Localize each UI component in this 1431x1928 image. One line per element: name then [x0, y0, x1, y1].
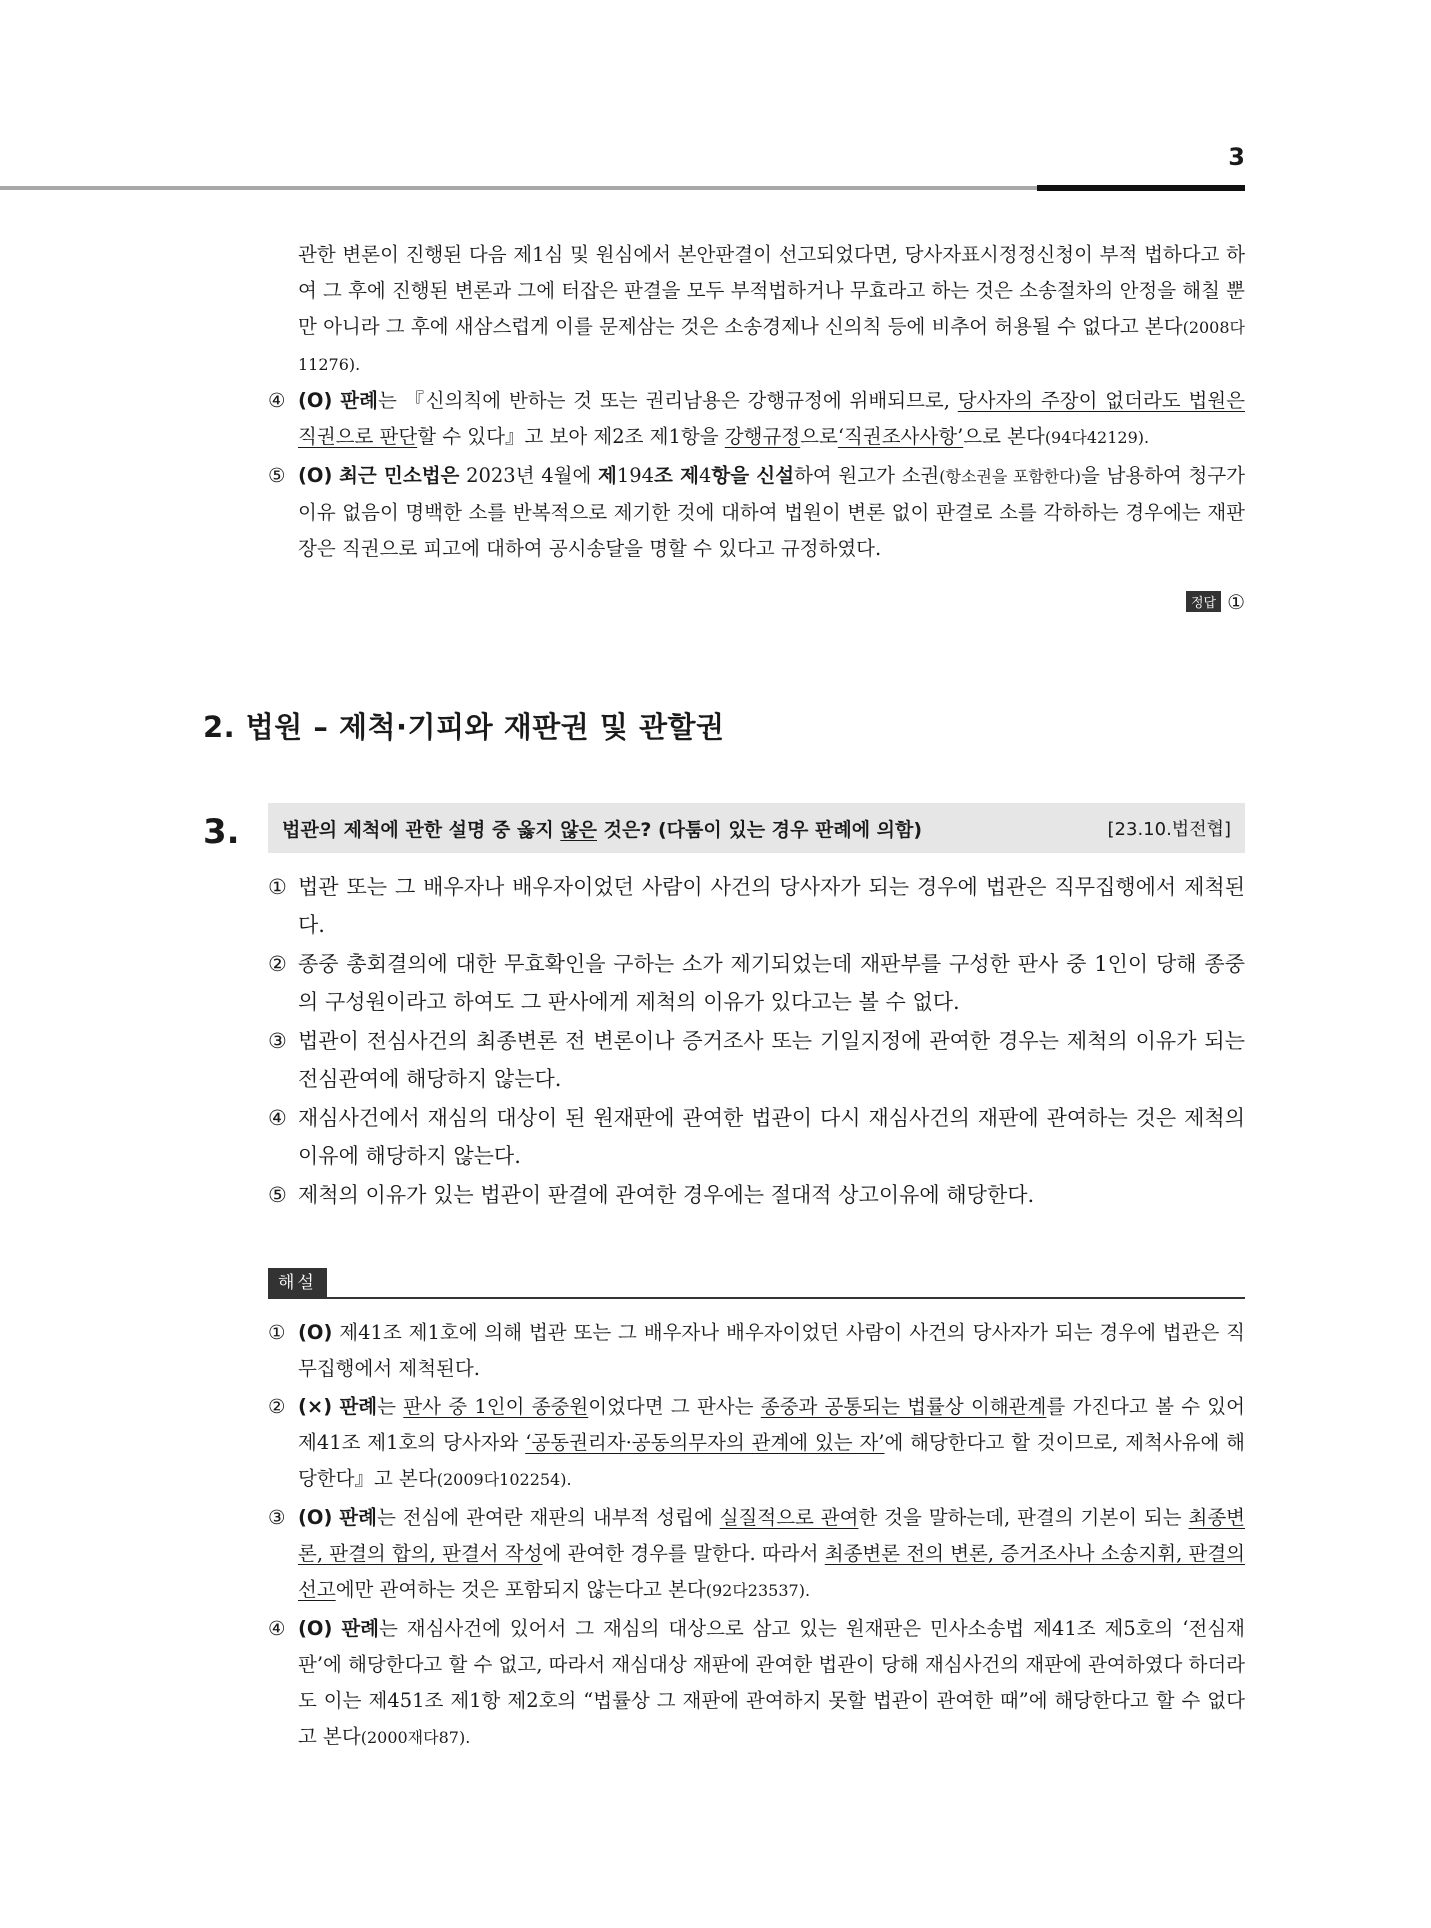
- item-text: 하여 원고가 소권: [794, 464, 940, 487]
- underlined-text: 종중과 공통되는 법률상 이해관계: [760, 1395, 1047, 1418]
- question-number: 3.: [203, 812, 240, 852]
- item-text: 4: [699, 464, 712, 487]
- precedent-label: 판례: [341, 1617, 379, 1640]
- answer-options: [268, 868, 1245, 1215]
- item-text: 한 것을 말하는데, 판결의 기본이 되는: [858, 1506, 1189, 1529]
- incorrect-mark: (×): [298, 1395, 333, 1418]
- parenthetical-note: (항소권을 포함한다): [939, 467, 1081, 486]
- item-text: 할 수 있다』고 보아 제2조 제1항을: [417, 425, 725, 448]
- section-title: 2. 법원 – 제척·기피와 재판권 및 관할권: [203, 710, 725, 744]
- item-number: ④: [268, 1617, 286, 1640]
- option-number: ②: [268, 952, 287, 976]
- item-text: 제41조 제1호에 의해 법관 또는 그 배우자나 배우자이었던 사람이 사건의 당사자가 되는 경우에 법관은 직무집행에서 제척된다.: [298, 1321, 1245, 1380]
- precedent-label: 판례: [339, 1506, 377, 1529]
- item-text: 으로: [800, 425, 838, 448]
- item-text: 를 가진다고 볼 수 있어 제41조 제1호의 당사자와: [298, 1395, 1245, 1454]
- underlined-text: 당사자의 주장이 없더라도 법원은 직권으로 판단: [298, 389, 1245, 448]
- answer-badge: 정답: [1186, 591, 1221, 612]
- item-number: ③: [268, 1506, 286, 1529]
- underlined-text: 실질적으로 관여: [719, 1506, 859, 1529]
- option-text: 종중 총회결의에 대한 무효확인을 구하는 소가 제기되었는데 재판부를 구성한 판사 중 1인이 당해 종중의 구성원이라고 하여도 그 판사에게 제척의 이유가 있다고는 볼 수 없다.: [298, 952, 1245, 1014]
- option-number: ①: [268, 875, 287, 899]
- item-number: ①: [268, 1321, 286, 1344]
- underlined-text: 판사 중 1인이 종중원: [403, 1395, 589, 1418]
- question-source: [23.10.법전협]: [1107, 819, 1231, 840]
- correct-mark: (O): [298, 389, 333, 412]
- item-text: 에만 관여하는 것은 포함되지 않는다고 본다: [335, 1578, 706, 1601]
- option-number: ③: [268, 1029, 287, 1053]
- option-text: 제척의 이유가 있는 법관이 판결에 관여한 경우에는 절대적 상고이유에 해당한다.: [298, 1183, 1035, 1207]
- explanation-header: [268, 1268, 1245, 1300]
- item-text: 에 관여한 경우를 말한다. 따라서: [542, 1542, 825, 1565]
- case-citation: (92다23537).: [705, 1581, 811, 1600]
- case-citation: (2008다11276).: [298, 318, 1245, 374]
- question-text-part: 법관의 제척에 관한 설명 중 옳지: [282, 818, 561, 841]
- continued-line: 관한 변론이 진행된 다음 제1심 및 원심에서 본안판결이 선고되었다면, 당사자표시정정신청이 부적: [298, 243, 1138, 266]
- option-text: 법관 또는 그 배우자나 배우자이었던 사람이 사건의 당사자가 되는 경우에 법관은 직무집행에서 제척된다.: [298, 875, 1245, 937]
- option-2[interactable]: [268, 945, 1245, 1021]
- item-text: 이었다면 그 판사는: [588, 1395, 761, 1418]
- underlined-text: ‘공동권리자·공동의무자의 관계에 있는 자’: [525, 1431, 885, 1454]
- bold-text: 조 제: [654, 464, 699, 487]
- explanation-rule: [268, 1297, 1245, 1299]
- item-text: 을 남용하여 청구가 이유 없음이 명백한 소를 반복적으로 제기한 것에 대하여 법원이 변론 없이 판결로 소를 각하하는 경우에는 재판장은 직권으로 피고에 대하여 공시송달을 명할 수 있다고 규정하였다.: [298, 464, 1246, 560]
- item-text: 는 『신의칙에 반하는 것 또는 권리남용은 강행규정에 위배되므로,: [377, 389, 958, 412]
- correct-mark: (O): [298, 1321, 333, 1344]
- option-text: 법관이 전심사건의 최종변론 전 변론이나 증거조사 또는 기일지정에 관여한 경우는 제척의 이유가 되는 전심관여에 해당하지 않는다.: [298, 1029, 1245, 1091]
- explanation-item-4: [268, 383, 1245, 456]
- explanation-label: 해설: [268, 1268, 327, 1298]
- precedent-label: 판례: [339, 1395, 378, 1418]
- case-citation: (2000재다87).: [360, 1728, 471, 1747]
- underlined-text: 최종변론 전의 변론, 증거조사나 소송지휘, 판결의 선고: [298, 1542, 1245, 1601]
- question-text: [282, 815, 922, 842]
- underlined-text: 최종변론, 판결의 합의, 판결서 작성: [298, 1506, 1246, 1565]
- item-text: 는: [377, 1395, 404, 1418]
- continued-line: 법하다고 하여 그 후에 진행된 변론과 그에 터잡은 판결을 모두 부적법하거나 무효라고 하는 것은: [298, 243, 1246, 302]
- case-citation: (94다42129).: [1044, 428, 1150, 447]
- correct-mark: (O): [298, 464, 333, 487]
- header-rule-accent: [1037, 185, 1245, 191]
- bold-text: 항을 신설: [711, 464, 795, 487]
- item-number: ⑤: [268, 464, 286, 487]
- explanation-item-5: [268, 458, 1245, 567]
- answer-row: [900, 590, 1245, 614]
- question-text-part: 것은? (다툼이 있는 경우 판례에 의함): [597, 818, 923, 841]
- item-number: ②: [268, 1395, 286, 1418]
- question-bar: [268, 803, 1245, 853]
- continued-explanation: [268, 237, 1245, 569]
- underlined-text: 강행규정: [724, 425, 801, 448]
- precedent-label: 판례: [340, 389, 378, 412]
- option-number: ④: [268, 1106, 287, 1130]
- explanation-item-3: [268, 1500, 1245, 1609]
- header-rule: [0, 186, 1040, 190]
- continued-line: 등에 비추어 허용될 수 없다고 본다: [887, 315, 1183, 338]
- item-text: 에 해당한다고 할 것이므로, 제척사유에 해당한다』고 본다: [298, 1431, 1245, 1490]
- explanation-body: [268, 1315, 1245, 1758]
- item-text: 으로 본다: [963, 425, 1045, 448]
- underlined-text: ‘직권조사사항’: [837, 425, 964, 448]
- answer-value: ①: [1227, 590, 1245, 614]
- bold-text: 제: [597, 464, 617, 487]
- item-text: 194: [616, 464, 655, 487]
- case-citation: (2009다102254).: [436, 1470, 572, 1489]
- page-number: 3: [1228, 143, 1245, 171]
- item-text: 2023년 4월에: [459, 464, 598, 487]
- option-4[interactable]: [268, 1099, 1245, 1175]
- question-emphasis: 않은: [560, 818, 598, 841]
- explanation-item-2: [268, 1389, 1245, 1498]
- option-1[interactable]: [268, 868, 1245, 944]
- law-label: 최근 민소법은: [339, 464, 460, 487]
- option-number: ⑤: [268, 1183, 287, 1207]
- item-number: ④: [268, 389, 286, 412]
- continued-paragraph: [268, 237, 1245, 383]
- explanation-item-4: [268, 1611, 1245, 1756]
- item-text: 는 전심에 관여란 재판의 내부적 성립에: [376, 1506, 720, 1529]
- continued-line: 소송절차의 안정을 해칠 뿐만 아니라 그 후에 새삼스럽게 이를 문제삼는 것은 소송경제나 신의칙: [298, 279, 1246, 338]
- correct-mark: (O): [298, 1506, 333, 1529]
- explanation-item-1: [268, 1315, 1245, 1387]
- item-text: 는 재심사건에 있어서 그 재심의 대상으로 삼고 있는 원재판은 민사소송법 제41조 제5호의 ‘전심재판’에 해당한다고 할 수 없고, 따라서 재심대상 재판에 관여한 법관이 당해 재심사건의 재판에 관여하였다 하더라도 이는 제451조 제1항 제2호의 “법률상 그 재판에 관여하지 못할 법관이 관여한 때”에 해당한다고 할 수 없다고 본다: [298, 1617, 1246, 1748]
- option-5[interactable]: [268, 1176, 1245, 1214]
- option-text: 재심사건에서 재심의 대상이 된 원재판에 관여한 법관이 다시 재심사건의 재판에 관여하는 것은 제척의 이유에 해당하지 않는다.: [298, 1106, 1245, 1168]
- option-3[interactable]: [268, 1022, 1245, 1098]
- correct-mark: (O): [298, 1617, 333, 1640]
